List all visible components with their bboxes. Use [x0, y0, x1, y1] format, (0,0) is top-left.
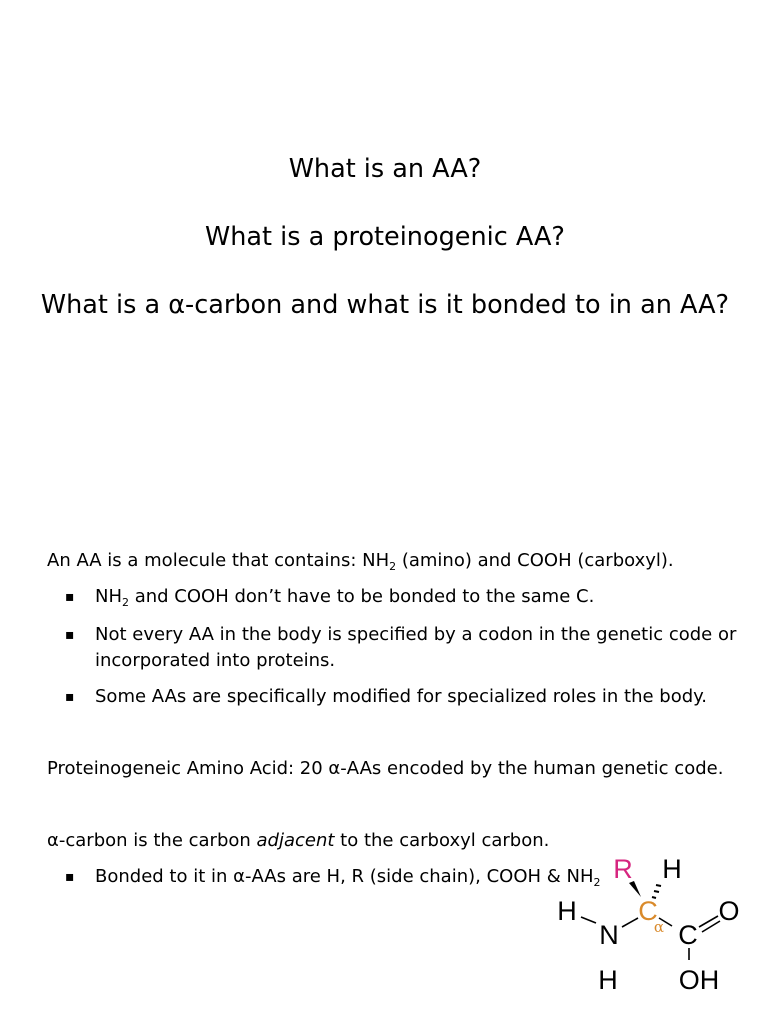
slide-title	[40, 152, 730, 356]
list-item	[47, 684, 737, 710]
list-item	[47, 622, 737, 674]
emphasis: adjacent	[256, 830, 335, 851]
bullet-list-aa	[47, 584, 737, 710]
slide-body	[47, 548, 737, 890]
atom-c-alpha: C	[638, 896, 658, 926]
bullet-icon: ▪	[65, 689, 75, 705]
paragraph-aa-definition	[47, 548, 737, 574]
question-3: What is a α-carbon and what is it bonded to in an AA?	[40, 290, 730, 320]
text: α-carbon is the carbon	[47, 830, 257, 851]
bullet-icon: ▪	[65, 869, 75, 885]
text: and COOH don’t have to be bonded to the same C.	[129, 586, 595, 607]
bullet-icon: ▪	[65, 627, 75, 643]
subscript: 2	[122, 596, 129, 609]
question-1: What is an AA?	[288, 154, 482, 184]
text: An AA is a molecule that contains: NH	[47, 550, 390, 571]
atom-r: R	[613, 854, 633, 884]
question-2: What is a proteinogenic AA?	[205, 222, 565, 252]
text: (amino) and COOH (carboxyl).	[396, 550, 674, 571]
text: Not every AA in the body is specified by a codon in the genetic code or incorporated into proteins.	[95, 624, 737, 671]
atom-h-top: H	[662, 854, 682, 884]
text: Some AAs are specifically modified for specialized roles in the body.	[95, 686, 707, 707]
alpha-label: α	[653, 918, 665, 936]
paragraph-proteinogenic: Proteinogeneic Amino Acid: 20 α-AAs encoded by the human genetic code.	[47, 758, 724, 779]
amino-acid-structure	[548, 848, 748, 998]
text: Bonded to it in α-AAs are H, R (side chain), COOH & NH	[95, 866, 594, 887]
atom-o: O	[718, 896, 740, 926]
subscript: 2	[389, 560, 397, 573]
atom-oh: OH	[678, 965, 720, 995]
text: NH	[95, 586, 122, 607]
atom-h-bottom: H	[598, 965, 618, 995]
subscript: 2	[593, 876, 601, 889]
bond-n-c	[622, 918, 638, 927]
atom-h-left: H	[557, 896, 577, 926]
text: to the carboxyl carbon.	[334, 830, 550, 851]
atom-c-carboxyl: C	[678, 920, 698, 950]
bond-h-n	[581, 917, 596, 923]
bullet-icon: ▪	[65, 589, 75, 605]
double-bond-2	[702, 921, 720, 932]
atom-n: N	[599, 920, 619, 950]
list-item	[47, 584, 737, 610]
double-bond-1	[699, 916, 718, 927]
